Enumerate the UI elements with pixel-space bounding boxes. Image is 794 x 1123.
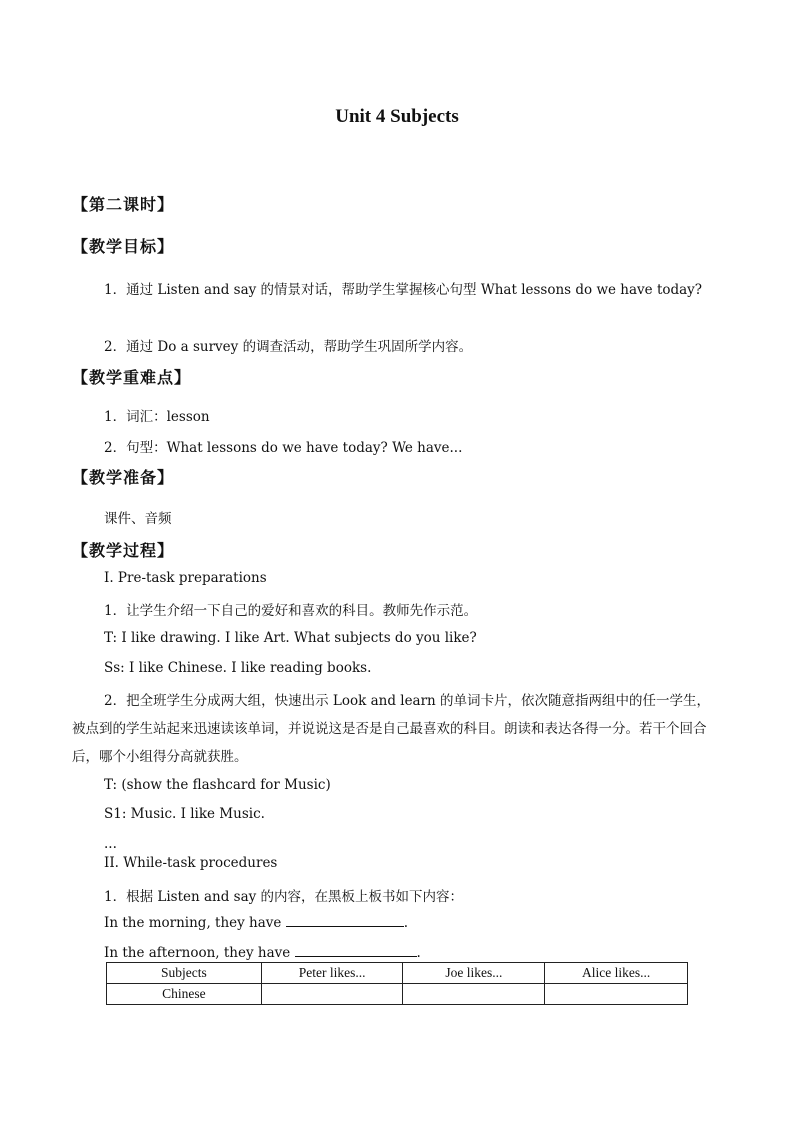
table-header-row bbox=[107, 963, 688, 984]
goal-item-2: 2．通过 Do a survey 的调查活动，帮助学生巩固所学内容。 bbox=[104, 339, 473, 355]
table-header-cell: Peter likes... bbox=[261, 963, 403, 984]
table-cell: Chinese bbox=[107, 984, 262, 1005]
afternoon-suffix: . bbox=[416, 945, 421, 961]
afternoon-blank bbox=[295, 946, 417, 957]
process-step-2: 2．把全班学生分成两大组，快速出示 Look and learn 的单词卡片，依次随意指两组中的任一学生，被点到的学生站起来迅速读该单词，并说说这是否是自己最喜欢的科目。朗读和表达各得一分。若干个回合后，哪个小组得分高就获胜。 bbox=[72, 693, 711, 765]
afternoon-prefix: In the afternoon, they have bbox=[104, 945, 295, 961]
preparation-text: 课件、音频 bbox=[104, 511, 172, 527]
key-point-2: 2．句型：What lessons do we have today? We have... bbox=[104, 440, 463, 456]
heading-key-points: 【教学重难点】 bbox=[72, 368, 192, 387]
table-header-cell: Joe likes... bbox=[403, 963, 545, 984]
table-cell bbox=[261, 984, 403, 1005]
dialogue-students-1: Ss: I like Chinese. I like reading books. bbox=[104, 660, 372, 676]
heading-process: 【教学过程】 bbox=[72, 541, 175, 560]
process-section-2: II. While-task procedures bbox=[104, 855, 278, 871]
dialogue-teacher-2: T: (show the flashcard for Music) bbox=[104, 777, 331, 793]
morning-suffix: . bbox=[403, 915, 409, 931]
table-row bbox=[107, 984, 688, 1005]
process-section-1: I. Pre-task preparations bbox=[104, 570, 267, 586]
morning-prefix: In the morning, they have bbox=[104, 915, 286, 931]
process-step-3: 1．根据 Listen and say 的内容，在黑板上板书如下内容： bbox=[104, 889, 464, 905]
heading-lesson: 【第二课时】 bbox=[72, 195, 175, 214]
goal-item-1: 1．通过 Listen and say 的情景对话，帮助学生掌握核心句型 What lessons do we have today? bbox=[104, 282, 703, 298]
dialogue-teacher-1: T: I like drawing. I like Art. What subjects do you like? bbox=[104, 630, 477, 646]
morning-sentence bbox=[104, 915, 408, 931]
heading-goals: 【教学目标】 bbox=[72, 237, 175, 256]
table-cell bbox=[403, 984, 545, 1005]
key-point-1: 1．词汇：lesson bbox=[104, 409, 210, 425]
table-header-cell: Subjects bbox=[107, 963, 262, 984]
afternoon-sentence bbox=[104, 945, 421, 961]
table-header-cell: Alice likes... bbox=[545, 963, 688, 984]
dialogue-ellipsis: ... bbox=[104, 836, 117, 852]
heading-preparation: 【教学准备】 bbox=[72, 468, 175, 487]
table-cell bbox=[545, 984, 688, 1005]
survey-table bbox=[106, 962, 688, 1005]
dialogue-student-1: S1: Music. I like Music. bbox=[104, 806, 265, 822]
page-title: Unit 4 Subjects bbox=[335, 106, 459, 127]
morning-blank bbox=[286, 916, 404, 927]
process-step-1: 1．让学生介绍一下自己的爱好和喜欢的科目。教师先作示范。 bbox=[104, 603, 478, 619]
